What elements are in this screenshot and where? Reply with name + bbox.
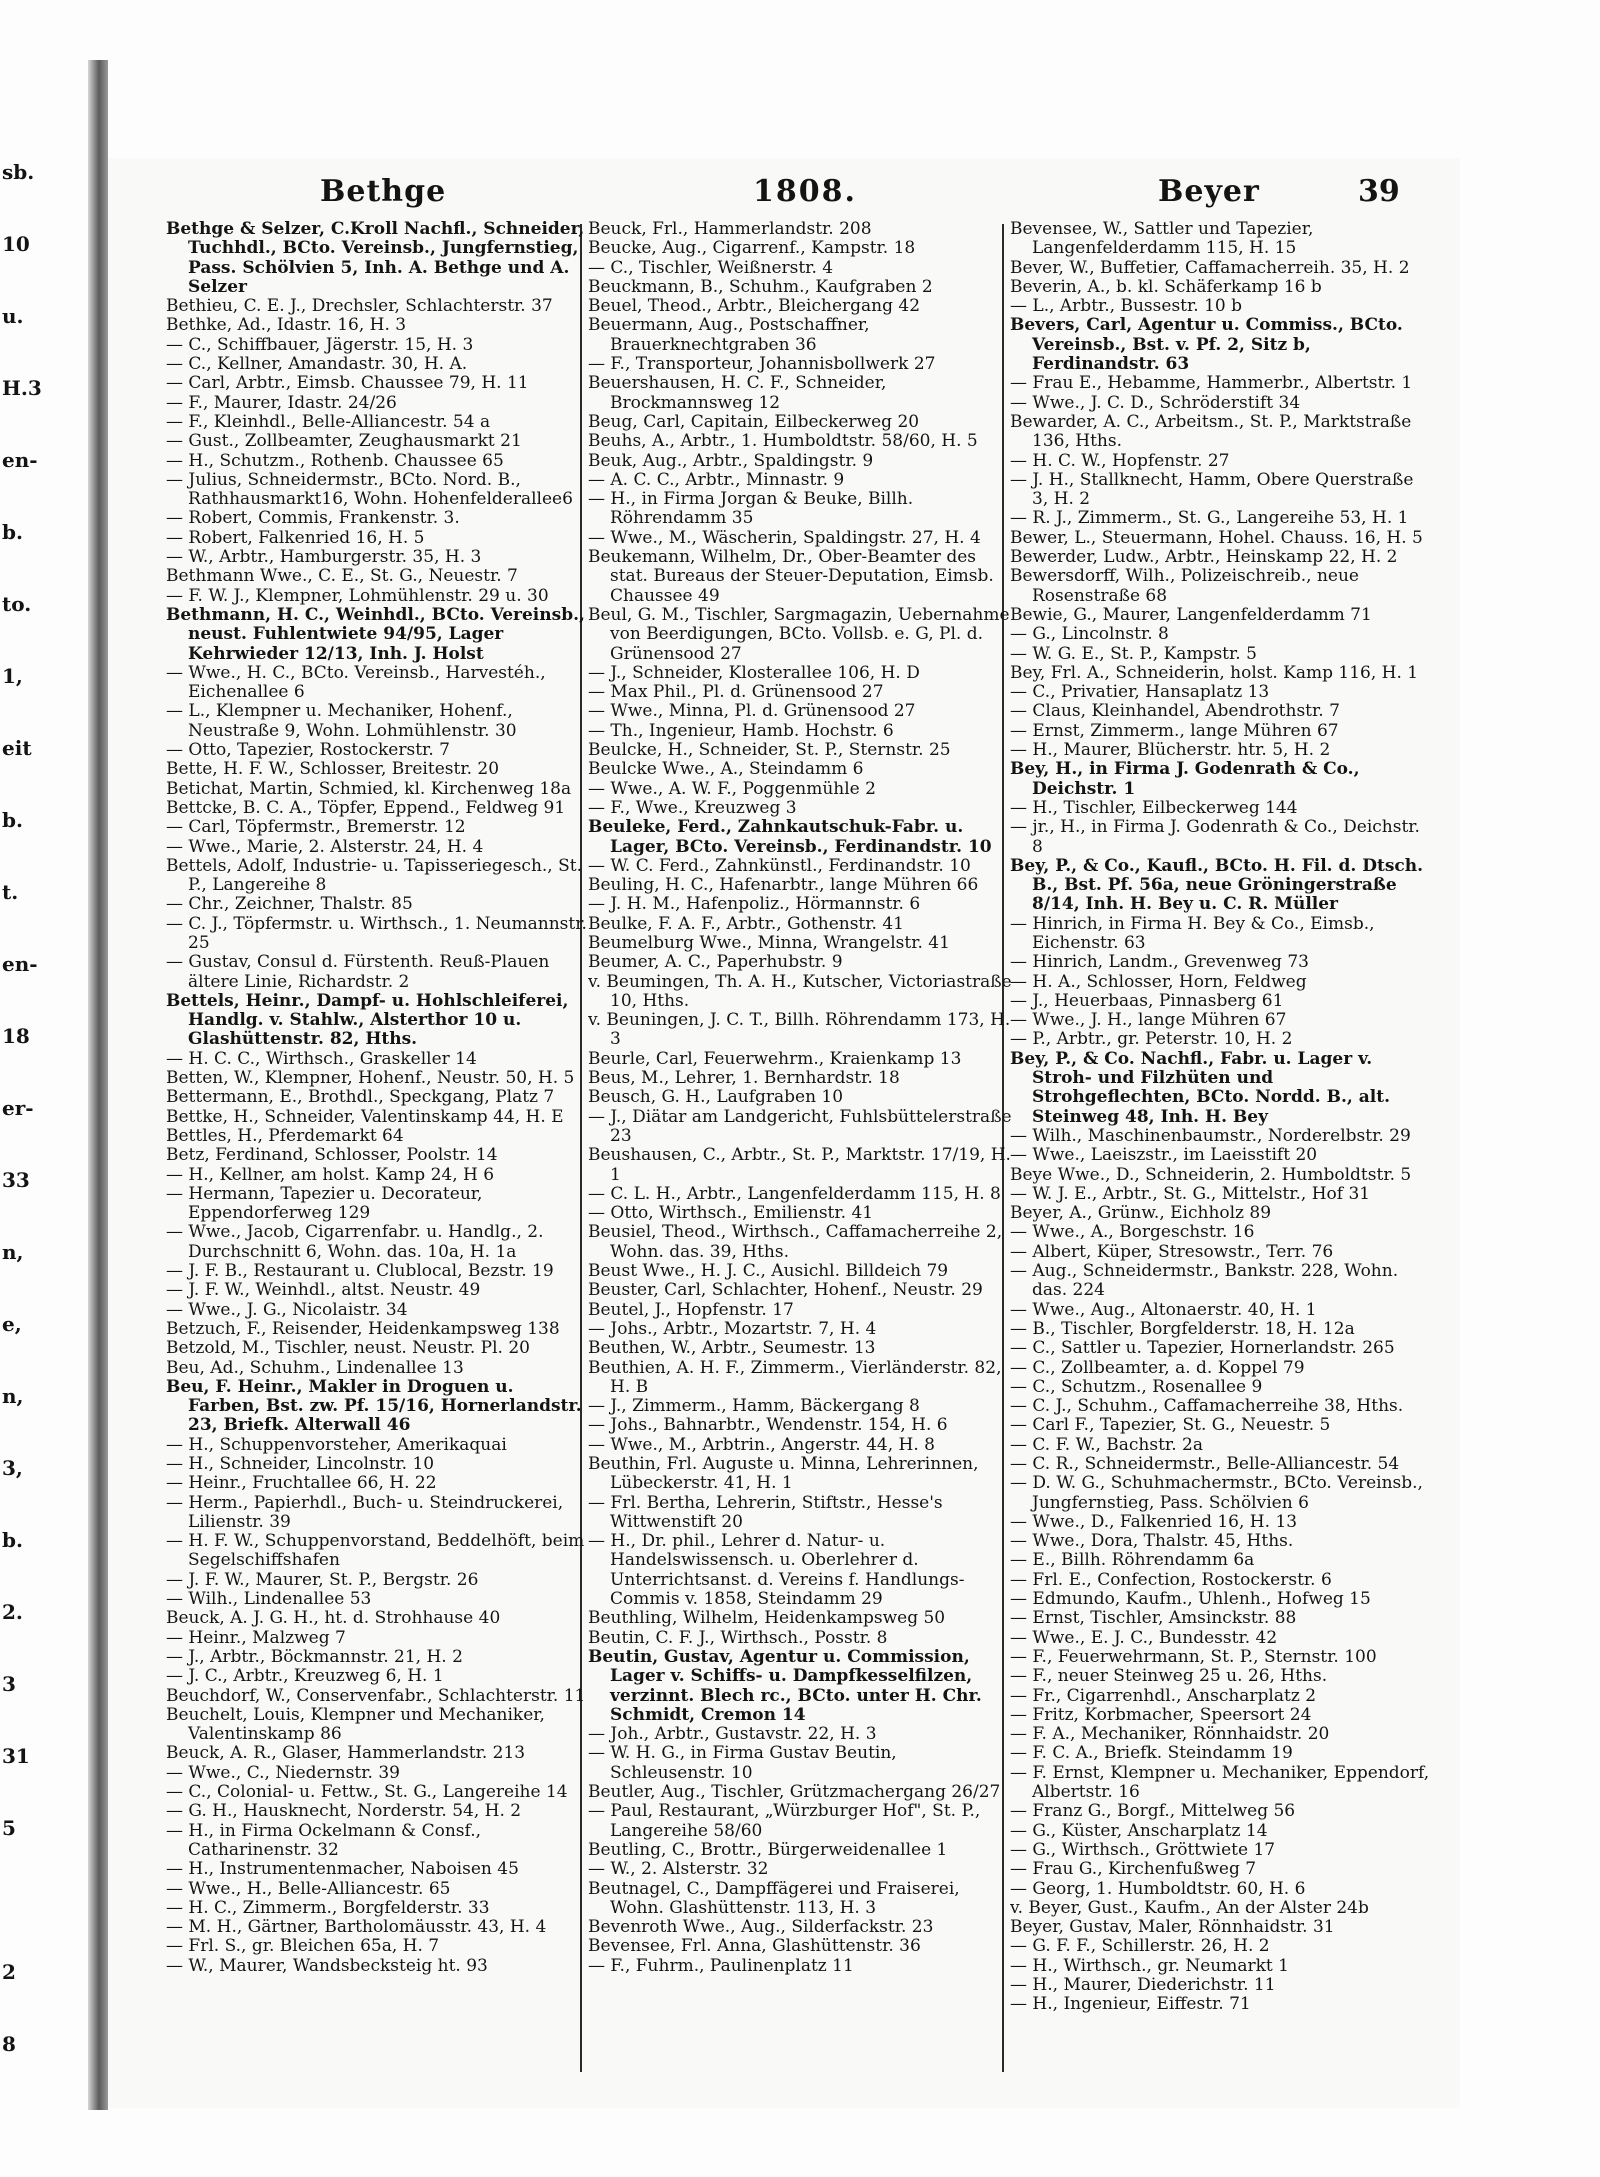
directory-entry: — J. H., Stallknecht, Hamm, Obere Querstraße 3, H. 2: [1010, 469, 1414, 510]
directory-entry: — H., Wirthsch., gr. Neumarkt 1: [1010, 1955, 1289, 1976]
directory-entry: Beuck, A. R., Glaser, Hammerlandstr. 213: [166, 1743, 526, 1764]
directory-entry: Bever, W., Buffetier, Caffamacherreih. 35, H. 2: [1010, 257, 1410, 278]
directory-entry: Beuthen, W., Arbtr., Seumestr. 13: [588, 1338, 876, 1359]
directory-entry: Bey, P., & Co., Kaufl., BCto. H. Fil. d. Dtsch. B., Bst. Pf. 56a, neue Gröningerstraße 8/14, Inh. H. Bey u. C. R. Müller: [1010, 855, 1424, 915]
margin-fragment: 33: [2, 1168, 30, 1192]
directory-entry: Bevensee, W., Sattler und Tapezier, Langenfelderdamm 115, H. 15: [1010, 220, 1314, 259]
directory-entry: — W. G. E., St. P., Kampstr. 5: [1010, 643, 1257, 664]
right-catchword: Beyer: [1158, 174, 1260, 209]
directory-entry: — Joh., Arbtr., Gustavstr. 22, H. 3: [588, 1724, 877, 1745]
directory-entry: — Robert, Commis, Frankenstr. 3.: [166, 508, 460, 529]
directory-entry: — L., Arbtr., Bussestr. 10 b: [1010, 296, 1242, 317]
directory-entry: Beuleke, Ferd., Zahnkautschuk-Fabr. u. Lager, BCto. Vereinsb., Ferdinandstr. 10: [588, 817, 992, 857]
directory-entry: — F. W. J., Klempner, Lohmühlenstr. 29 u. 30: [166, 585, 549, 606]
directory-entry: Beus, M., Lehrer, 1. Bernhardstr. 18: [588, 1068, 900, 1089]
directory-entry: Beukemann, Wilhelm, Dr., Ober-Beamter des stat. Bureaus der Steuer-Deputation, Eimsb. Chaussee 49: [588, 547, 994, 606]
directory-entry: Bethmann, H. C., Weinhdl., BCto. Vereinsb., neust. Fuhlentwiete 94/95, Lager Kehrwieder 12/13, Inh. J. Holst: [166, 604, 585, 664]
margin-fragment: 18: [2, 1024, 30, 1048]
directory-entry: Beuchelt, Louis, Klempner und Mechaniker, Valentinskamp 86: [166, 1704, 545, 1745]
directory-entry: — jr., H., in Firma J. Godenrath & Co., Deichstr. 8: [1010, 817, 1420, 857]
directory-entry: — L., Klempner u. Mechaniker, Hohenf., Neustraße 9, Wohn. Lohmühlenstr. 30: [166, 701, 517, 741]
directory-entry: — H., Maurer, Diederichstr. 11: [1010, 1975, 1276, 1996]
margin-fragment: 10: [2, 232, 30, 256]
directory-entry: — Wwe., A. W. F., Poggenmühle 2: [588, 778, 876, 799]
directory-entry: Bewer, L., Steuermann, Hohel. Chauss. 16, H. 5: [1010, 527, 1423, 548]
directory-entry: — J., Arbtr., Böckmannstr. 21, H. 2: [166, 1646, 463, 1667]
directory-entry: — F., Fuhrm., Paulinenplatz 11: [588, 1955, 854, 1976]
directory-entry: — Claus, Kleinhandel, Abendrothstr. 7: [1010, 701, 1340, 722]
margin-fragment: eit: [2, 736, 32, 760]
directory-entry: — Frl. S., gr. Bleichen 65a, H. 7: [166, 1936, 440, 1957]
directory-entry: — H. C., Zimmerm., Borgfelderstr. 33: [166, 1897, 490, 1918]
directory-entry: Beye Wwe., D., Schneiderin, 2. Humboldtstr. 5: [1010, 1164, 1412, 1185]
margin-fragment: en-: [2, 448, 38, 472]
directory-entry: — Wwe., Dora, Thalstr. 45, Hths.: [1010, 1531, 1294, 1552]
directory-entry: — H. A., Schlosser, Horn, Feldweg: [1010, 971, 1307, 992]
directory-entry: — Herm., Papierhdl., Buch- u. Steindruckerei, Lilienstr. 39: [166, 1492, 564, 1532]
directory-entry: — G. H., Hausknecht, Norderstr. 54, H. 2: [166, 1801, 522, 1822]
directory-entry: — G., Küster, Anscharplatz 14: [1010, 1820, 1268, 1841]
directory-entry: — Edmundo, Kaufm., Uhlenh., Hofweg 15: [1010, 1589, 1371, 1610]
directory-entry: Bettles, H., Pferdemarkt 64: [166, 1125, 404, 1146]
margin-fragment: 5: [2, 1816, 16, 1840]
directory-entry: — J. F. W., Maurer, St. P., Bergstr. 26: [166, 1569, 479, 1590]
directory-entry: — Aug., Schneidermstr., Bankstr. 228, Wohn. das. 224: [1010, 1261, 1399, 1301]
directory-entry: — F., Maurer, Idastr. 24/26: [166, 392, 397, 413]
directory-entry: Beust Wwe., H. J. C., Ausichl. Billdeich 79: [588, 1261, 949, 1282]
directory-entry: — Wwe., J. G., Nicolaistr. 34: [166, 1299, 408, 1320]
directory-entry: v. Beuningen, J. C. T., Billh. Röhrendamm 173, H. 3: [588, 1010, 1011, 1050]
directory-entry: — J. H. M., Hafenpoliz., Hörmannstr. 6: [588, 894, 921, 915]
directory-entry: Bethmann Wwe., C. E., St. G., Neuestr. 7: [166, 566, 518, 587]
directory-entry: — C. L. H., Arbtr., Langenfelderdamm 115, H. 8: [588, 1183, 1001, 1204]
directory-entry: — H., Ingenieur, Eiffestr. 71: [1010, 1994, 1251, 2015]
directory-entry: — F., neuer Steinweg 25 u. 26, Hths.: [1010, 1666, 1328, 1687]
directory-entry: Beuling, H. C., Hafenarbtr., lange Mühren 66: [588, 875, 979, 896]
margin-fragment: b.: [2, 1528, 23, 1552]
directory-entry: Beutling, C., Brottr., Bürgerweidenallee 1: [588, 1839, 948, 1860]
directory-entry: — Julius, Schneidermstr., BCto. Nord. B., Rathhausmarkt16, Wohn. Hohenfelderallee6: [166, 469, 573, 510]
directory-entry: — J. F. B., Restaurant u. Clublocal, Bezstr. 19: [166, 1261, 554, 1282]
directory-entry: — Wwe., Marie, 2. Alsterstr. 24, H. 4: [166, 836, 484, 857]
directory-entry: — Hinrich, in Firma H. Bey & Co., Eimsb., Eichenstr. 63: [1010, 913, 1375, 953]
directory-entry: Betzuch, F., Reisender, Heidenkampsweg 138: [166, 1318, 560, 1339]
directory-entry: — Johs., Bahnarbtr., Wendenstr. 154, H. 6: [588, 1415, 948, 1436]
margin-fragment: e,: [2, 1312, 22, 1336]
binding-shadow: [88, 60, 108, 2110]
directory-entry: Beyer, Gustav, Maler, Rönnhaidstr. 31: [1010, 1917, 1335, 1938]
directory-entry: Bewerder, Ludw., Arbtr., Heinskamp 22, H. 2: [1010, 547, 1398, 568]
directory-entry: — Carl, Töpfermstr., Bremerstr. 12: [166, 817, 466, 838]
previous-page-edge: [0, 60, 96, 2100]
directory-entry: Beuermann, Aug., Postschaffner, Brauerknechtgraben 36: [588, 315, 870, 355]
directory-entry: Beuthin, Frl. Auguste u. Minna, Lehrerinnen, Lübeckerstr. 41, H. 1: [588, 1454, 979, 1494]
directory-entry: — Chr., Zeichner, Thalstr. 85: [166, 894, 413, 915]
directory-entry: — Heinr., Malzweg 7: [166, 1627, 346, 1648]
directory-entry: — W. J. E., Arbtr., St. G., Mittelstr., Hof 31: [1010, 1183, 1371, 1204]
directory-entry: Beutnagel, C., Dampffägerei und Fraiserei, Wohn. Glashüttenstr. 113, H. 3: [588, 1878, 960, 1918]
directory-entry: — H., Schneider, Lincolnstr. 10: [166, 1454, 435, 1474]
margin-fragment: er-: [2, 1096, 34, 1120]
directory-entry: Beusiel, Theod., Wirthsch., Caffamacherreihe 2, Wohn. das. 39, Hths.: [588, 1222, 1003, 1262]
directory-entry: Bettels, Adolf, Industrie- u. Tapisseriegesch., St. P., Langereihe 8: [166, 855, 582, 896]
margin-fragment: en-: [2, 952, 38, 976]
margin-fragment: 3: [2, 1672, 16, 1696]
margin-fragment: n,: [2, 1240, 24, 1264]
directory-entry: Beuk, Aug., Arbtr., Spaldingstr. 9: [588, 450, 874, 471]
directory-entry: — G., Wirthsch., Gröttwiete 17: [1010, 1839, 1276, 1860]
directory-entry: — C. F. W., Bachstr. 2a: [1010, 1434, 1203, 1455]
directory-entry: — Gust., Zollbeamter, Zeughausmarkt 21: [166, 431, 522, 452]
year-heading: 1808.: [753, 174, 857, 209]
directory-entry: — J. C., Arbtr., Kreuzweg 6, H. 1: [166, 1666, 444, 1687]
directory-entry: Beuster, Carl, Schlachter, Hohenf., Neustr. 29: [588, 1280, 983, 1301]
directory-entry: — Albert, Küper, Stresowstr., Terr. 76: [1010, 1241, 1334, 1262]
margin-fragment: t.: [2, 880, 19, 904]
directory-entry: — H., Tischler, Eilbeckerweg 144: [1010, 797, 1298, 818]
directory-entry: — Wwe., Minna, Pl. d. Grünensood 27: [588, 701, 916, 722]
directory-entry: — Wwe., H., Belle-Alliancestr. 65: [166, 1878, 451, 1899]
directory-entry: — Wwe., J. C. D., Schröderstift 34: [1010, 392, 1301, 413]
margin-fragment: 2.: [2, 1600, 23, 1624]
left-catchword: Bethge: [320, 174, 447, 209]
directory-entry: — Hinrich, Landm., Grevenweg 73: [1010, 952, 1309, 973]
directory-entry: Beul, G. M., Tischler, Sargmagazin, Uebernahme von Beerdigungen, BCto. Vollsb. e. G, Pl. d. Grünensood 27: [588, 604, 1010, 664]
directory-entry: Bewersdorff, Wilh., Polizeischreib., neue Rosenstraße 68: [1010, 566, 1359, 606]
directory-entry: Beucke, Aug., Cigarrenf., Kampstr. 18: [588, 238, 916, 259]
directory-entry: Bewie, G., Maurer, Langenfelderdamm 71: [1010, 604, 1372, 625]
directory-entry: — Fr., Cigarrenhdl., Anscharplatz 2: [1010, 1685, 1317, 1706]
directory-entry: Bey, H., in Firma J. Godenrath & Co., Deichstr. 1: [1010, 759, 1360, 799]
directory-entry: — J., Schneider, Klosterallee 106, H. D: [588, 662, 920, 683]
directory-entry: — H., Schuppenvorsteher, Amerikaquai: [166, 1434, 507, 1455]
directory-entry: Beumer, A. C., Paperhubstr. 9: [588, 952, 843, 973]
directory-entry: — J., Diätar am Landgericht, Fuhlsbüttelerstraße 23: [588, 1106, 1012, 1146]
directory-entry: — Wwe., J. H., lange Mühren 67: [1010, 1010, 1287, 1031]
directory-entry: — Wwe., M., Arbtrin., Angerstr. 44, H. 8: [588, 1434, 935, 1455]
directory-entry: Beuck, Frl., Hammerlandstr. 208: [588, 220, 872, 239]
directory-entry: Beuershausen, H. C. F., Schneider, Brockmannsweg 12: [588, 373, 887, 413]
directory-entry: — J., Heuerbaas, Pinnasberg 61: [1010, 990, 1284, 1011]
directory-entry: — C., Schiffbauer, Jägerstr. 15, H. 3: [166, 334, 474, 355]
directory-entry: Beuchdorf, W., Conservenfabr., Schlachterstr. 11: [166, 1685, 586, 1706]
directory-entry: — Frau E., Hebamme, Hammerbr., Albertstr. 1: [1010, 373, 1413, 394]
margin-fragment: b.: [2, 520, 23, 544]
directory-entry: — Gustav, Consul d. Fürstenth. Reuß-Plauen ältere Linie, Richardstr. 2: [166, 952, 550, 992]
margin-fragment: b.: [2, 808, 23, 832]
directory-entry: — Ernst, Tischler, Amsinckstr. 88: [1010, 1608, 1297, 1629]
directory-entry: — C., Privatier, Hansaplatz 13: [1010, 682, 1270, 703]
margin-fragment: sb.: [2, 160, 35, 184]
directory-entry: Beusch, G. H., Laufgraben 10: [588, 1087, 844, 1108]
directory-entry: Beulke, F. A. F., Arbtr., Gothenstr. 41: [588, 913, 904, 934]
directory-entry: — Wwe., D., Falkenried 16, H. 13: [1010, 1511, 1298, 1532]
directory-entry: — Robert, Falkenried 16, H. 5: [166, 527, 425, 548]
directory-entry: — H., Maurer, Blücherstr. htr. 5, H. 2: [1010, 740, 1331, 761]
directory-entry: Beulcke, H., Schneider, St. P., Sternstr. 25: [588, 740, 951, 761]
directory-entry: — Franz G., Borgf., Mittelweg 56: [1010, 1801, 1296, 1822]
margin-fragment: n,: [2, 1384, 24, 1408]
margin-fragment: H.3: [2, 376, 42, 400]
directory-entry: Bey, P., & Co. Nachfl., Fabr. u. Lager v. Stroh- und Filzhüten und Strohgeflechten, BCto. Nordd. B., alt. Steinweg 48, Inh. H. Bey: [1010, 1048, 1390, 1127]
page-number: 39: [1358, 174, 1400, 209]
directory-entry: — H., in Firma Ockelmann & Consf., Catharinenstr. 32: [166, 1820, 482, 1860]
directory-entry: v. Beyer, Gust., Kaufm., An der Alster 24b: [1010, 1897, 1369, 1918]
directory-entry: — Paul, Restaurant, „Würzburger Hof", St. P., Langereihe 58/60: [588, 1801, 981, 1841]
directory-entry: — J. F. W., Weinhdl., altst. Neustr. 49: [166, 1280, 481, 1301]
directory-entry: Bewarder, A. C., Arbeitsm., St. P., Marktstraße 136, Hths.: [1010, 411, 1412, 452]
directory-entry: — Max Phil., Pl. d. Grünensood 27: [588, 682, 884, 703]
margin-fragment: 1,: [2, 664, 23, 688]
directory-entry: Beverin, A., b. kl. Schäferkamp 16 b: [1010, 276, 1322, 297]
directory-entry: Bevenroth Wwe., Aug., Silderfackstr. 23: [588, 1917, 934, 1938]
directory-entry: — C. R., Schneidermstr., Belle-Alliancestr. 54: [1010, 1454, 1400, 1474]
directory-entry: — W., Arbtr., Hamburgerstr. 35, H. 3: [166, 547, 482, 568]
directory-entry: — C., Kellner, Amandastr. 30, H. A.: [166, 354, 468, 375]
margin-fragment: u.: [2, 304, 24, 328]
directory-entry: — G. F. F., Schillerstr. 26, H. 2: [1010, 1936, 1270, 1957]
directory-entry: v. Beumingen, Th. A. H., Kutscher, Victoriastraße 10, Hths.: [588, 971, 1012, 1011]
directory-entry: Bey, Frl. A., Schneiderin, holst. Kamp 116, H. 1: [1010, 662, 1419, 683]
directory-entry: Beuthien, A. H. F., Zimmerm., Vierländerstr. 82, H. B: [588, 1357, 1002, 1397]
directory-entry: Bettermann, E., Brothdl., Speckgang, Platz 7: [166, 1087, 555, 1108]
directory-entry: — C., Colonial- u. Fettw., St. G., Langereihe 14: [166, 1782, 568, 1803]
directory-entry: — H., Schutzm., Rothenb. Chaussee 65: [166, 450, 504, 471]
directory-entry: — W. C. Ferd., Zahnkünstl., Ferdinandstr. 10: [588, 855, 971, 876]
directory-entry: — Otto, Wirthsch., Emilienstr. 41: [588, 1203, 874, 1224]
directory-entry: — Wwe., H. C., BCto. Vereinsb., Harvestéh., Eichenallee 6: [166, 662, 546, 703]
directory-entry: Bettels, Heinr., Dampf- u. Hohlschleiferei, Handlg. v. Stahlw., Alsterthor 10 u. Glashüttenstr. 82, Hths.: [166, 990, 569, 1050]
directory-entry: Bethieu, C. E. J., Drechsler, Schlachterstr. 37: [166, 296, 553, 317]
directory-entry: Beulcke Wwe., A., Steindamm 6: [588, 759, 864, 780]
directory-entry: Beutin, Gustav, Agentur u. Commission, Lager v. Schiffs- u. Dampfkesselfilzen, verzinnt. Blech rc., BCto. unter H. Chr. Schmidt, Cremon 14: [588, 1646, 982, 1725]
directory-entry: Betten, W., Klempner, Hohenf., Neustr. 50, H. 5: [166, 1068, 575, 1089]
directory-entry: — H. C. W., Hopfenstr. 27: [1010, 450, 1230, 471]
directory-entry: — Wwe., Laeiszstr., im Laeisstift 20: [1010, 1145, 1318, 1166]
directory-entry: Beug, Carl, Capitain, Eilbeckerweg 20: [588, 411, 920, 432]
directory-entry: Bettke, H., Schneider, Valentinskamp 44, H. E: [166, 1106, 564, 1127]
directory-entry: Beuckmann, B., Schuhm., Kaufgraben 2: [588, 276, 933, 297]
directory-entry: — G., Lincolnstr. 8: [1010, 624, 1169, 645]
directory-entry: — Wwe., M., Wäscherin, Spaldingstr. 27, H. 4: [588, 527, 981, 548]
directory-entry: — E., Billh. Röhrendamm 6a: [1010, 1550, 1255, 1571]
directory-entry: Bethge & Selzer, C.Kroll Nachfl., Schneider, Tuchhdl., BCto. Vereinsb., Jungfernstieg, Pass. Schölvien 5, Inh. A. Bethge und A. Selzer: [166, 220, 585, 297]
margin-fragment: 2: [2, 1960, 16, 1984]
directory-entry: — F. A., Mechaniker, Rönnhaidstr. 20: [1010, 1724, 1330, 1745]
directory-entry: — Hermann, Tapezier u. Decorateur, Eppendorferweg 129: [166, 1183, 483, 1224]
directory-entry: — Johs., Arbtr., Mozartstr. 7, H. 4: [588, 1318, 877, 1339]
directory-entry: — R. J., Zimmerm., St. G., Langereihe 53, H. 1: [1010, 508, 1409, 529]
directory-entry: — W., Maurer, Wandsbecksteig ht. 93: [166, 1955, 488, 1976]
directory-entry: — H., Dr. phil., Lehrer d. Natur- u. Handelswissensch. u. Oberlehrer d. Unterrichtsanst. d. Vereins f. Handlungs-Commis v. 1858, Steindamm 29: [588, 1531, 965, 1610]
directory-entry: — Otto, Tapezier, Rostockerstr. 7: [166, 740, 450, 761]
directory-entry: — H., in Firma Jorgan & Beuke, Billh. Röhrendamm 35: [588, 489, 914, 529]
directory-entry: — H., Kellner, am holst. Kamp 24, H 6: [166, 1164, 495, 1185]
directory-entry: — W., 2. Alsterstr. 32: [588, 1859, 769, 1880]
directory-entry: — Frau G., Kirchenfußweg 7: [1010, 1859, 1257, 1880]
directory-entry: Beumelburg Wwe., Minna, Wrangelstr. 41: [588, 932, 950, 953]
directory-entry: Beuthling, Wilhelm, Heidenkampsweg 50: [588, 1608, 946, 1629]
directory-entry: — F., Feuerwehrmann, St. P., Sternstr. 100: [1010, 1646, 1377, 1667]
directory-entry: — Wwe., E. J. C., Bundesstr. 42: [1010, 1627, 1278, 1648]
directory-entry: Betz, Ferdinand, Schlosser, Poolstr. 14: [166, 1145, 498, 1166]
directory-entry: — Wilh., Maschinenbaumstr., Norderelbstr. 29: [1010, 1125, 1411, 1146]
directory-entry: — C. J., Schuhm., Caffamacherreihe 38, Hths.: [1010, 1396, 1404, 1417]
directory-entry: Beu, F. Heinr., Makler in Droguen u. Farben, Bst. zw. Pf. 15/16, Hornerlandstr. 23, Briefk. Alterwall 46: [166, 1376, 582, 1436]
directory-entry: — H. F. W., Schuppenvorstand, Beddelhöft, beim Segelschiffshafen: [166, 1531, 585, 1571]
directory-entry: — Heinr., Fruchtallee 66, H. 22: [166, 1473, 437, 1494]
directory-entry: — W. H. G., in Firma Gustav Beutin, Schleusenstr. 10: [588, 1743, 897, 1783]
directory-entry: — B., Tischler, Borgfelderstr. 18, H. 12a: [1010, 1318, 1355, 1339]
directory-entry: Beyer, A., Grünw., Eichholz 89: [1010, 1203, 1272, 1224]
directory-column-3: [1010, 220, 1435, 2080]
directory-entry: — D. W. G., Schuhmachermstr., BCto. Vereinsb., Jungfernstieg, Pass. Schölvien 6: [1010, 1473, 1423, 1513]
directory-entry: — C., Schutzm., Rosenallee 9: [1010, 1376, 1263, 1397]
directory-entry: Beutler, Aug., Tischler, Grützmachergang 26/27: [588, 1782, 1001, 1803]
directory-entry: — F., Wwe., Kreuzweg 3: [588, 797, 797, 818]
directory-entry: — Wilh., Lindenallee 53: [166, 1589, 372, 1610]
directory-entry: — Wwe., C., Niedernstr. 39: [166, 1762, 400, 1783]
directory-entry: — H., Instrumentenmacher, Naboisen 45: [166, 1859, 519, 1880]
directory-entry: Beutin, C. F. J., Wirthsch., Posstr. 8: [588, 1627, 888, 1648]
directory-entry: Betichat, Martin, Schmied, kl. Kirchenweg 18a: [166, 778, 572, 799]
directory-entry: — Ernst, Zimmerm., lange Mühren 67: [1010, 720, 1339, 741]
directory-entry: — F., Transporteur, Johannisbollwerk 27: [588, 354, 936, 375]
directory-entry: Beuhs, A., Arbtr., 1. Humboldtstr. 58/60, H. 5: [588, 431, 978, 452]
directory-entry: Beuck, A. J. G. H., ht. d. Strohhause 40: [166, 1608, 501, 1629]
directory-entry: — Georg, 1. Humboldtstr. 60, H. 6: [1010, 1878, 1306, 1899]
margin-fragment: 31: [2, 1744, 30, 1768]
directory-entry: — Wwe., A., Borgeschstr. 16: [1010, 1222, 1255, 1243]
directory-entry: Beu, Ad., Schuhm., Lindenallee 13: [166, 1357, 464, 1378]
directory-entry: Beushausen, C., Arbtr., St. P., Marktstr. 17/19, H. 1: [588, 1145, 1011, 1185]
directory-entry: — M. H., Gärtner, Bartholomäusstr. 43, H. 4: [166, 1917, 547, 1938]
directory-entry: — Frl. E., Confection, Rostockerstr. 6: [1010, 1569, 1332, 1590]
directory-entry: — Wwe., Jacob, Cigarrenfabr. u. Handlg., 2. Durchschnitt 6, Wohn. das. 10a, H. 1a: [166, 1222, 544, 1262]
directory-column-1: [166, 220, 591, 2080]
margin-fragment: 3,: [2, 1456, 23, 1480]
directory-column-2: [588, 220, 1013, 2080]
directory-entry: Bette, H. F. W., Schlosser, Breitestr. 20: [166, 759, 500, 780]
page-header: [148, 168, 1408, 218]
directory-entry: — P., Arbtr., gr. Peterstr. 10, H. 2: [1010, 1029, 1293, 1050]
directory-entry: — F. Ernst, Klempner u. Mechaniker, Eppendorf, Albertstr. 16: [1010, 1762, 1430, 1803]
directory-entry: — C., Sattler u. Tapezier, Hornerlandstr. 265: [1010, 1338, 1395, 1359]
directory-entry: — H. C. C., Wirthsch., Graskeller 14: [166, 1048, 477, 1069]
margin-fragment: 8: [2, 2032, 16, 2056]
directory-entry: — F., Kleinhdl., Belle-Alliancestr. 54 a: [166, 411, 491, 432]
directory-entry: Bethke, Ad., Idastr. 16, H. 3: [166, 315, 407, 336]
directory-entry: Beutel, J., Hopfenstr. 17: [588, 1299, 794, 1320]
directory-entry: Beuel, Theod., Arbtr., Bleichergang 42: [588, 296, 921, 317]
directory-entry: — C., Tischler, Weißnerstr. 4: [588, 257, 834, 278]
directory-entry: — Th., Ingenieur, Hamb. Hochstr. 6: [588, 720, 894, 741]
directory-entry: — Carl F., Tapezier, St. G., Neuestr. 5: [1010, 1415, 1331, 1436]
directory-entry: Betzold, M., Tischler, neust. Neustr. Pl. 20: [166, 1338, 530, 1359]
directory-entry: — Wwe., Aug., Altonaerstr. 40, H. 1: [1010, 1299, 1317, 1320]
directory-entry: — Carl, Arbtr., Eimsb. Chaussee 79, H. 11: [166, 373, 529, 394]
directory-entry: Bevensee, Frl. Anna, Glashüttenstr. 36: [588, 1936, 921, 1957]
directory-entry: Bevers, Carl, Agentur u. Commiss., BCto. Vereinsb., Bst. v. Pf. 2, Sitz b, Ferdinandstr. 63: [1010, 315, 1403, 375]
directory-entry: Beurle, Carl, Feuerwehrm., Kraienkamp 13: [588, 1048, 962, 1069]
directory-entry: Bettcke, B. C. A., Töpfer, Eppend., Feldweg 91: [166, 797, 566, 818]
directory-entry: — F. C. A., Briefk. Steindamm 19: [1010, 1743, 1293, 1764]
directory-entry: — C., Zollbeamter, a. d. Koppel 79: [1010, 1357, 1305, 1378]
directory-entry: — Frl. Bertha, Lehrerin, Stiftstr., Hesse's Wittwenstift 20: [588, 1492, 943, 1532]
directory-entry: — Fritz, Korbmacher, Speersort 24: [1010, 1704, 1312, 1725]
directory-entry: — J., Zimmerm., Hamm, Bäckergang 8: [588, 1396, 920, 1417]
directory-entry: — A. C. C., Arbtr., Minnastr. 9: [588, 469, 845, 490]
directory-entry: — C. J., Töpfermstr. u. Wirthsch., 1. Neumannstr. 25: [166, 913, 587, 953]
margin-fragment: to.: [2, 592, 32, 616]
